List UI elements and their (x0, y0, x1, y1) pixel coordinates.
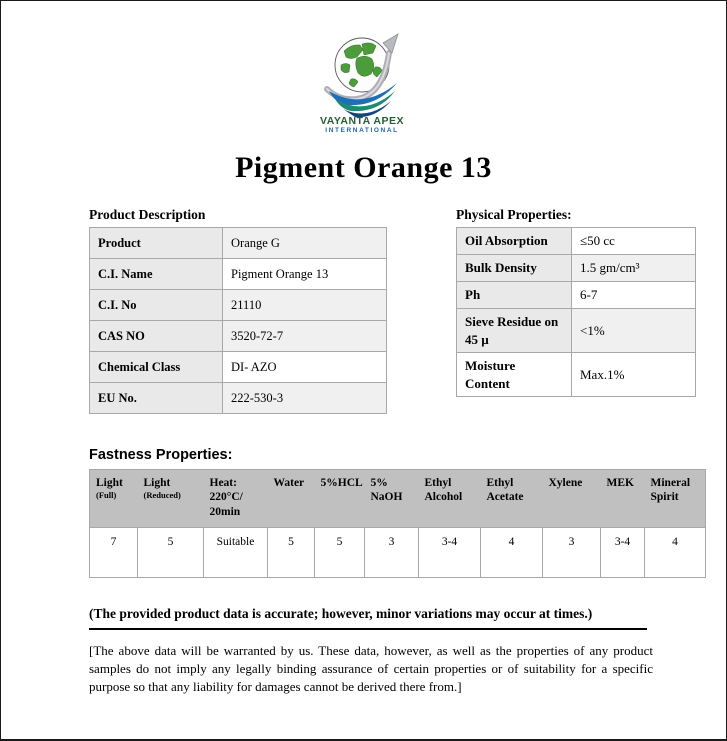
product-description-table (89, 227, 387, 414)
table-row (90, 290, 387, 321)
physical-properties-section (456, 207, 696, 397)
fastness-value: 5 (315, 528, 365, 578)
fastness-value: 5 (138, 528, 204, 578)
column-header: Light (Full) (90, 470, 138, 528)
physical-properties-table (456, 227, 696, 397)
row-value: 1.5 gm/cm³ (572, 255, 696, 282)
row-value: ≤50 cc (572, 228, 696, 255)
company-logo (299, 25, 429, 135)
row-value: 6-7 (572, 282, 696, 309)
table-row (457, 228, 696, 255)
column-header: Mineral Spirit (645, 470, 706, 528)
table-row (90, 352, 387, 383)
row-value: Max.1% (572, 353, 696, 397)
fastness-values-row (90, 528, 706, 578)
fastness-value: 4 (481, 528, 543, 578)
table-row (90, 259, 387, 290)
page-title: Pigment Orange 13 (235, 151, 492, 184)
row-value: 21110 (223, 290, 387, 321)
row-label: Product (90, 228, 223, 259)
row-label: Moisture Content (457, 353, 572, 397)
table-row (90, 383, 387, 414)
fastness-value: 3 (365, 528, 419, 578)
table-row (90, 228, 387, 259)
logo-subtitle-text: INTERNATIONAL (324, 127, 399, 134)
fastness-value: 5 (268, 528, 315, 578)
column-header: 5%HCL (315, 470, 365, 528)
column-header: Water (268, 470, 315, 528)
row-value: DI- AZO (223, 352, 387, 383)
row-label: Oil Absorption (457, 228, 572, 255)
fastness-properties-heading: Fastness Properties: (89, 447, 233, 463)
row-value: 3520-72-7 (223, 321, 387, 352)
fastness-properties-section (89, 447, 705, 578)
table-row (457, 255, 696, 282)
row-value: 222-530-3 (223, 383, 387, 414)
row-value: <1% (572, 309, 696, 353)
disclaimer-text: [The above data will be warranted by us. These data, however, as well as the properties of any product samples do not imply any legally binding assurance of certain properties or of suitability for a specific purpose so that any liability for damages cannot be derived there from.] (89, 643, 653, 695)
row-label: C.I. Name (90, 259, 223, 290)
column-header: Heat: 220°C/ 20min (204, 470, 268, 528)
fastness-value: Suitable (204, 528, 268, 578)
row-label: C.I. No (90, 290, 223, 321)
arrow-head (383, 34, 398, 53)
table-row (457, 309, 696, 353)
fastness-value: 7 (90, 528, 138, 578)
fastness-header-row (90, 470, 706, 528)
row-label: Bulk Density (457, 255, 572, 282)
physical-properties-heading: Physical Properties: (456, 207, 572, 222)
column-header: Light (Reduced) (138, 470, 204, 528)
row-label: Sieve Residue on 45 µ (457, 309, 572, 353)
column-header: 5% NaOH (365, 470, 419, 528)
fastness-value: 3-4 (601, 528, 645, 578)
fastness-value: 3 (543, 528, 601, 578)
logo-name-text: VAYANTA APEX (319, 115, 404, 127)
table-row (457, 282, 696, 309)
fastness-value: 4 (645, 528, 706, 578)
column-header: Ethyl Alcohol (419, 470, 481, 528)
row-label: CAS NO (90, 321, 223, 352)
fastness-properties-table (89, 469, 706, 578)
column-header: Xylene (543, 470, 601, 528)
accuracy-note: (The provided product data is accurate; however, minor variations may occur at times.) (89, 606, 647, 630)
table-row (457, 353, 696, 397)
row-label: EU No. (90, 383, 223, 414)
row-value: Pigment Orange 13 (223, 259, 387, 290)
column-header: Ethyl Acetate (481, 470, 543, 528)
column-header: MEK (601, 470, 645, 528)
table-row (90, 321, 387, 352)
row-label: Ph (457, 282, 572, 309)
globe-arrow-logo (299, 25, 429, 135)
row-value: Orange G (223, 228, 387, 259)
product-description-section (89, 207, 387, 414)
row-label: Chemical Class (90, 352, 223, 383)
product-description-heading: Product Description (89, 207, 206, 222)
fastness-value: 3-4 (419, 528, 481, 578)
